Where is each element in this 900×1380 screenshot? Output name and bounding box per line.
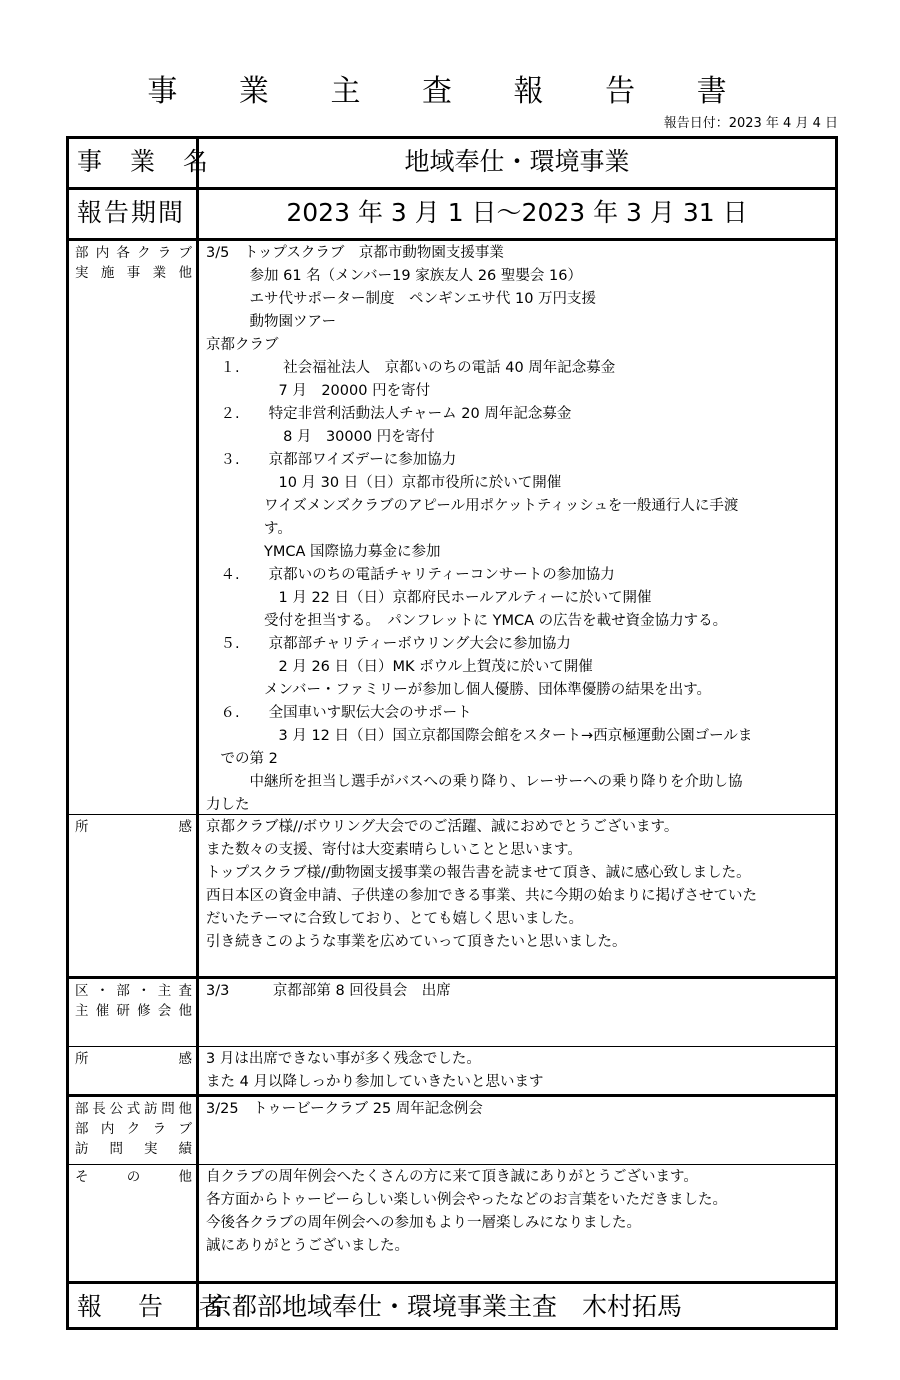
impressions-1-text: 京都クラブ様//ボウリング大会でのご活躍、誠におめでとうございます。 また数々の支援、寄付は大変素晴らしいことと思います。 トップスクラブ様//動物園支援事業の報告書を読ませて頂き、誠に感心致しました。 西日本区の資金申請、子供達の参加できる事業、共に今期の始まりに掲げさせていた だいたテーマに合致しており、とても嬉しく思いました。 引き続きこのような事業を広めていって頂きたいと思いました。 — [206, 819, 757, 950]
reporter-value: 京都部地域奉仕・環境事業主査 木村拓馬 — [207, 1292, 683, 1321]
label-line: 訪問実績 — [75, 1141, 192, 1157]
label-line: 所 感 — [75, 1051, 192, 1067]
label-line: 実施事業他 — [75, 265, 192, 281]
report-period-row — [69, 187, 835, 238]
others-label — [69, 1165, 199, 1281]
business-name-value: 地域奉仕・環境事業 — [404, 147, 630, 176]
document-title: 事 業 主 査 報 告 書 — [147, 74, 753, 109]
label-line: 所 感 — [75, 819, 192, 835]
business-name-label: 事 業 名 — [69, 139, 199, 187]
impressions-2-label — [69, 1047, 199, 1094]
impressions-1-label — [69, 815, 199, 976]
impressions-2-row — [69, 1046, 835, 1094]
label-line: 区・部・主査 — [75, 983, 192, 999]
district-training-row — [69, 976, 835, 1046]
report-period-value: 2023 年 3 月 1 日～2023 年 3 月 31 日 — [286, 198, 748, 227]
label-line: 部長公式訪問他 — [75, 1101, 192, 1117]
club-activities-row — [69, 238, 835, 814]
impressions-2-text: 3 月は出席できない事が多く残念でした。 また 4 月以降しっかり参加していきたいと思います — [206, 1051, 544, 1090]
reporter-label: 報 告 者 — [69, 1284, 199, 1327]
district-training-label — [69, 979, 199, 1046]
official-visits-text: 3/25 トゥービークラブ 25 周年記念例会 — [206, 1101, 483, 1117]
report-table — [66, 136, 838, 1330]
others-row — [69, 1164, 835, 1281]
club-activities-label — [69, 241, 199, 814]
impressions-1-row — [69, 814, 835, 976]
official-visits-label — [69, 1097, 199, 1164]
report-date: 報告日付：2023 年 4 月 4 日 — [663, 116, 838, 131]
district-training-text: 3/3 京都部第 8 回役員会 出席 — [206, 983, 451, 999]
club-activities-text: 3/5 トップスクラブ 京都市動物園支援事業 参加 61 名（メンバー19 家族友人 26 聖嬰会 16） エサ代サポーター制度 ペンギンエサ代 10 万円支援 動物園ツアー 京都クラブ １. 社会福祉法人 京都いのちの電話 40 周年記念募金 7 月 20000 円を寄付 ２. 特定非営利活動法人チャーム 20 周年記念募金 8 月 30000 円を寄付 ３. 京都部ワイズデーに参加協力 10 月 30 日（日）京都市役所に於いて開催 ワイズメンズクラブのアピール用ポケットティッシュを一般通行人に手渡 す。 YMCA 国際協力募金に参加 ４. 京都いのちの電話チャリティーコンサートの参加協力 1 月 22 日（日）京都府民ホールアルティーに於いて開催 受付を担当する。 パンフレットに YMCA の広告を載せ資金協力する。 ５. 京都部チャリティーボウリング大会に参加協力 2 月 26 日（日）MK ボウル上賀茂に於いて開催 メンバー・ファミリーが参加し個人優勝、団体準優勝の結果を出す。 ６. 全国車いす駅伝大会のサポート 3 月 12 日（日）国立京都国際会館をスタート→西京極運動公園ゴールま での第 2 中継所を担当し選手がバスへの乗り降り、レーサーへの乗り降りを介助し協 力した — [206, 245, 753, 813]
others-text: 自クラブの周年例会へたくさんの方に来て頂き誠にありがとうございます。 各方面からトゥービーらしい楽しい例会やったなどのお言葉をいただきました。 今後各クラブの周年例会への参加もより一層楽しみになりました。 誠にありがとうございました。 — [206, 1169, 728, 1254]
reporter-row — [69, 1281, 835, 1327]
label-line: 部内各クラブ — [75, 245, 192, 261]
label-line: 部内クラブ — [75, 1121, 192, 1137]
report-period-label: 報告期間 — [69, 190, 199, 238]
official-visits-row — [69, 1094, 835, 1164]
label-line: 主催研修会他 — [75, 1003, 192, 1019]
business-name-row — [69, 139, 835, 187]
label-line: そ の 他 — [75, 1169, 192, 1185]
